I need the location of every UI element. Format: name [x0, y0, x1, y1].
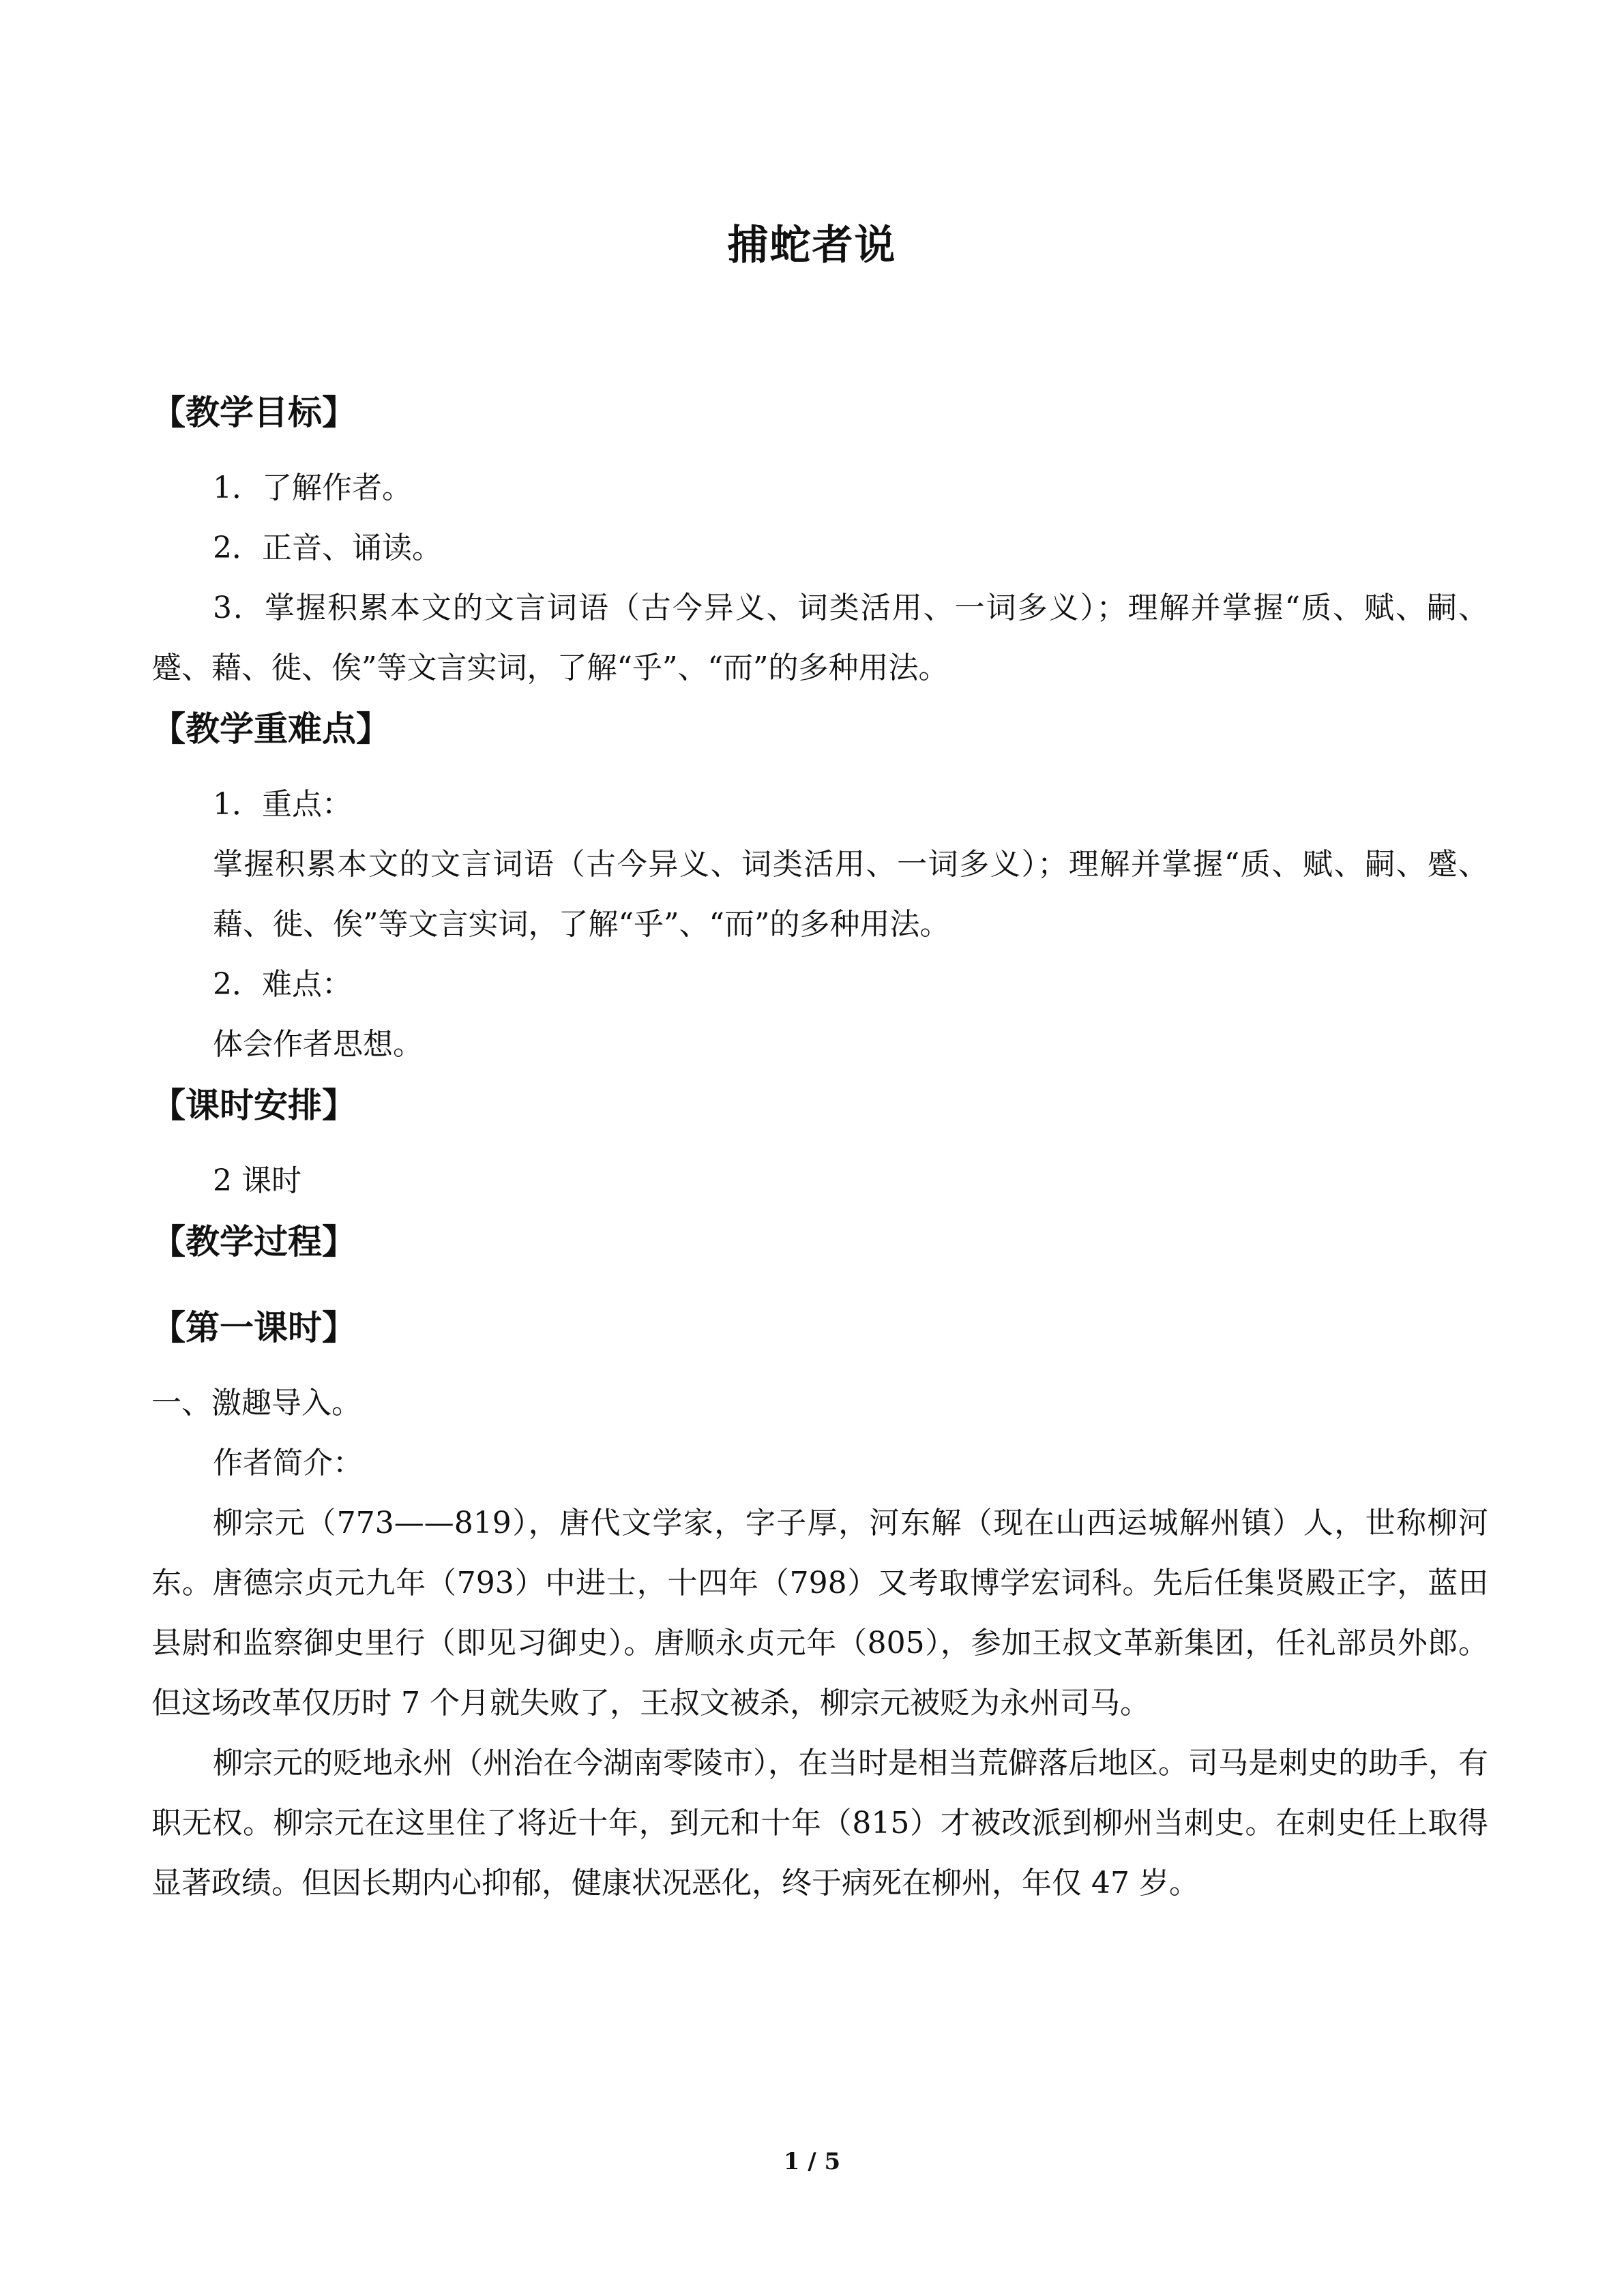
- focus-label: 1．重点：: [213, 787, 352, 822]
- document-body: [151, 382, 1488, 1913]
- author-paragraph-2: 柳宗元的贬地永州（州治在今湖南零陵市），在当时是相当荒僻落后地区。司马是刺史的助手，有职无权。柳宗元在这里住了将近十年，到元和十年（815）才被改派到柳州当刺史。在刺史任上取得显著政绩。但因长期内心抑郁，健康状况恶化，终于病死在柳州，年仅 47 岁。: [151, 1746, 1488, 1900]
- focus-text-content: 掌握积累本文的文言词语（古今异义、词类活用、一词多义）；理解并掌握“质、赋、嗣、蹙、藉、徙、俟”等文言实词，了解“乎”、“而”的多种用法。: [213, 847, 1488, 942]
- step-1: 一、激趣导入。: [151, 1386, 361, 1420]
- document-title: 捕蛇者说: [727, 222, 897, 269]
- heading-teaching-goals: 【教学目标】: [151, 393, 356, 432]
- author-paragraph-1: 柳宗元（773——819），唐代文学家，字子厚，河东解（现在山西运城解州镇）人，世称柳河东。唐德宗贞元九年（793）中进士，十四年（798）又考取博学宏词科。先后任集贤殿正字，蓝田县尉和监察御史里行（即见习御史）。唐顺永贞元年（805），参加王叔文革新集团，任礼部员外郎。但这场改革仅历时 7 个月就失败了，王叔文被杀，柳宗元被贬为永州司马。: [151, 1506, 1488, 1720]
- heading-teaching-process: 【教学过程】: [151, 1222, 356, 1262]
- focus-text: [151, 835, 1488, 955]
- difficulty-text: 体会作者思想。: [213, 1027, 423, 1062]
- schedule-text: 2 课时: [213, 1163, 301, 1198]
- goal-item-3: 3．掌握积累本文的文言词语（古今异义、词类活用、一词多义）；理解并掌握“质、赋、嗣、蹙、藉、徙、俟”等文言实词，了解“乎”、“而”的多种用法。: [151, 591, 1488, 685]
- difficulty-label: 2．难点：: [213, 967, 352, 1002]
- heading-first-lesson: 【第一课时】: [151, 1308, 356, 1347]
- page-number: 1 / 5: [783, 2148, 841, 2175]
- author-intro-label: 作者简介：: [213, 1446, 363, 1480]
- heading-schedule: 【课时安排】: [151, 1086, 356, 1125]
- heading-key-points: 【教学重难点】: [151, 709, 390, 749]
- goal-item-1: 1．了解作者。: [213, 471, 412, 505]
- goal-item-2: 2．正音、诵读。: [213, 531, 442, 565]
